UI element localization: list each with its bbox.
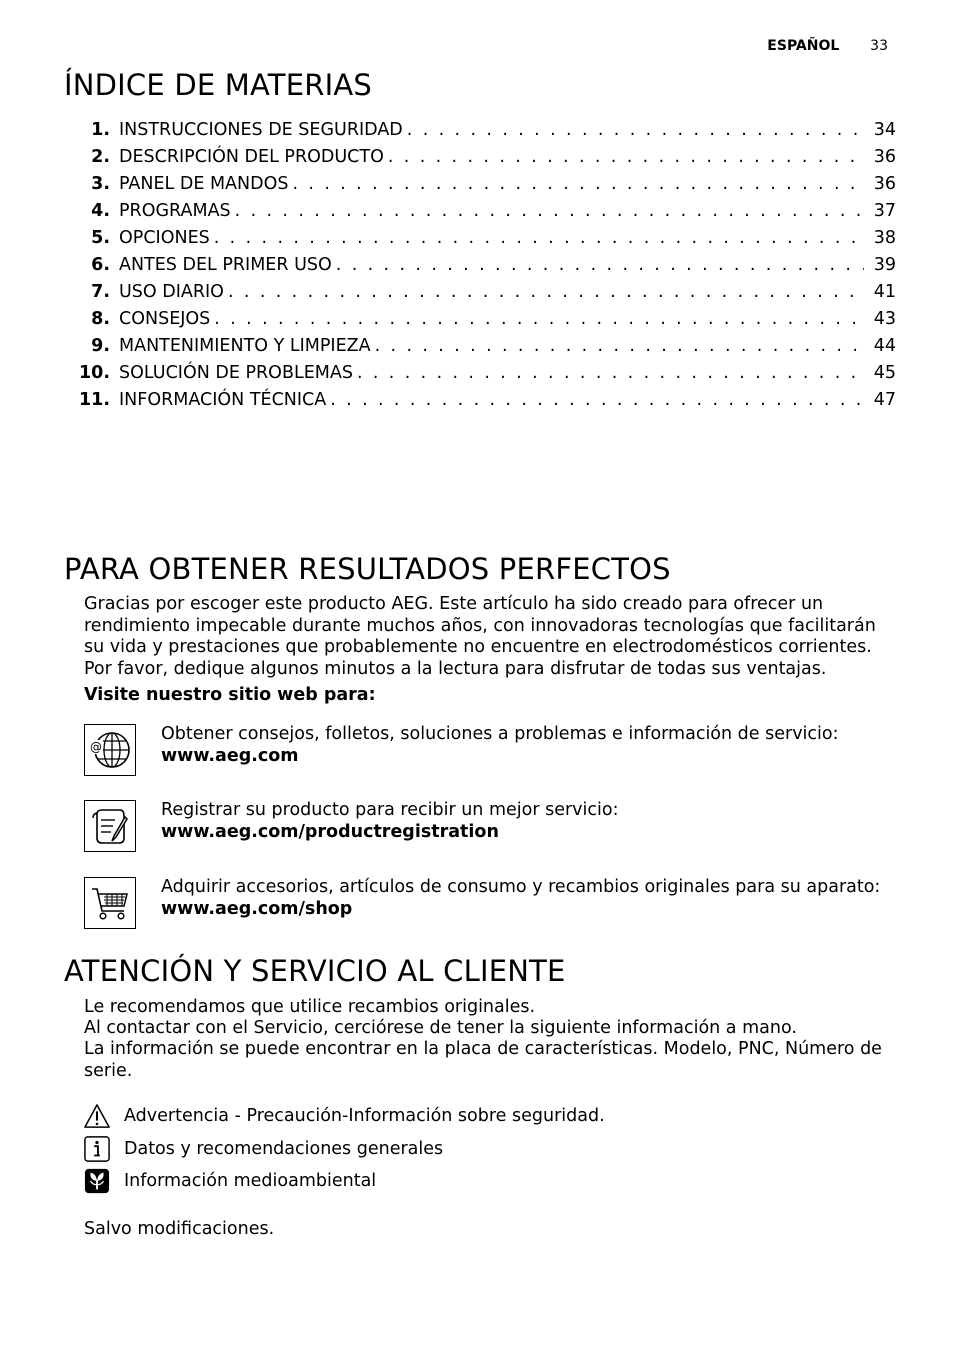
legend-warning-row	[84, 1103, 605, 1129]
toc-item-label: INSTRUCCIONES DE SEGURIDAD	[119, 120, 403, 140]
toc-item-label: OPCIONES	[119, 228, 210, 248]
toc-item-page: 44	[873, 336, 896, 356]
service-line-3: La información se puede encontrar en la placa de características. Modelo, PNC, Número de serie.	[84, 1039, 882, 1081]
service-section-title: ATENCIÓN Y SERVICIO AL CLIENTE	[64, 954, 566, 988]
toc-item[interactable]	[64, 255, 896, 282]
aeg-shop-link[interactable]: www.aeg.com/shop	[161, 898, 353, 919]
shop-link-text	[161, 877, 880, 929]
toc-leader-dots	[403, 120, 864, 140]
toc-leader-dots	[288, 174, 864, 194]
toc-leader-dots	[210, 309, 864, 329]
toc-item-page: 36	[873, 174, 896, 194]
toc-item[interactable]	[64, 336, 896, 363]
toc-leader-dots	[384, 147, 864, 167]
toc-item-label: PROGRAMAS	[119, 201, 231, 221]
toc-item-label: CONSEJOS	[119, 309, 211, 329]
table-of-contents	[64, 120, 896, 417]
toc-item-page: 41	[873, 282, 896, 302]
toc-leader-dots	[371, 336, 864, 356]
product-registration-link[interactable]: www.aeg.com/productregistration	[161, 821, 499, 842]
results-intro: Gracias por escoger este producto AEG. Este artículo ha sido creado para ofrecer un rendimiento impecable durante muchos años, con innovadoras tecnologías que facilitarán su vida y prestaciones que probablemente no encuentre en electrodomésticos corrientes. Por favor, dedique algunos minutos a la lectura para disfrutar de todas sus ventajas.	[84, 594, 876, 679]
toc-item-label: MANTENIMIENTO Y LIMPIEZA	[119, 336, 371, 356]
environment-icon	[84, 1168, 110, 1194]
service-line-2: Al contactar con el Servicio, cerciórese de tener la siguiente información a mano.	[84, 1018, 797, 1038]
shop-link-row	[84, 877, 894, 929]
toc-item-page: 38	[873, 228, 896, 248]
toc-item-label: SOLUCIÓN DE PROBLEMAS	[119, 363, 353, 383]
toc-item-label: INFORMACIÓN TÉCNICA	[119, 390, 327, 410]
toc-item-label: DESCRIPCIÓN DEL PRODUCTO	[119, 147, 384, 167]
legend-warning-label: Advertencia - Precaución-Información sobre seguridad.	[124, 1106, 605, 1126]
header-language: ESPAÑOL	[767, 38, 840, 54]
toc-item-label: USO DIARIO	[119, 282, 224, 302]
globe-at-icon	[84, 724, 136, 776]
visit-website-label: Visite nuestro sitio web para:	[84, 685, 376, 705]
toc-leader-dots	[231, 201, 864, 221]
toc-leader-dots	[353, 363, 864, 383]
toc-item-page: 39	[873, 255, 896, 275]
legend-info-row	[84, 1136, 443, 1162]
website-link-row	[84, 724, 894, 776]
info-icon	[84, 1136, 110, 1162]
register-document-icon	[84, 800, 136, 852]
results-section-title: PARA OBTENER RESULTADOS PERFECTOS	[64, 552, 671, 586]
toc-item-page: 45	[873, 363, 896, 383]
toc-item[interactable]	[64, 174, 896, 201]
toc-item[interactable]	[64, 120, 896, 147]
header-page-number: 33	[870, 38, 888, 54]
toc-item[interactable]	[64, 147, 896, 174]
registration-link-text	[161, 800, 619, 852]
toc-item-number: 1.	[91, 120, 110, 140]
toc-item-number: 9.	[91, 336, 110, 356]
toc-item-page: 36	[873, 147, 896, 167]
toc-item-label: ANTES DEL PRIMER USO	[119, 255, 332, 275]
toc-item-number: 5.	[91, 228, 110, 248]
toc-item-number: 8.	[91, 309, 110, 329]
registration-link-row	[84, 800, 894, 852]
toc-item-page: 47	[873, 390, 896, 410]
toc-item[interactable]	[64, 309, 896, 336]
toc-item-page: 34	[873, 120, 896, 140]
toc-leader-dots	[210, 228, 864, 248]
footer-note: Salvo modificaciones.	[84, 1219, 275, 1239]
legend-info-label: Datos y recomendaciones generales	[124, 1139, 444, 1159]
toc-item[interactable]	[64, 201, 896, 228]
toc-leader-dots	[326, 390, 864, 410]
toc-item[interactable]	[64, 282, 896, 309]
website-link-text	[161, 724, 839, 776]
shopping-cart-icon	[84, 877, 136, 929]
toc-leader-dots	[224, 282, 864, 302]
service-line-1: Le recomendamos que utilice recambios originales.	[84, 997, 536, 1017]
toc-leader-dots	[332, 255, 864, 275]
website-link-description: Obtener consejos, folletos, soluciones a problemas e información de servicio:	[161, 724, 839, 744]
svg-text:@: @	[90, 740, 102, 754]
legend-environment-row	[84, 1168, 376, 1194]
warning-icon	[84, 1103, 110, 1129]
toc-item-number: 3.	[91, 174, 110, 194]
toc-item-number: 7.	[91, 282, 110, 302]
page-header	[767, 38, 888, 54]
registration-link-description: Registrar su producto para recibir un mejor servicio:	[161, 800, 619, 820]
toc-item-number: 11.	[78, 390, 110, 410]
toc-item-page: 37	[873, 201, 896, 221]
shop-link-description: Adquirir accesorios, artículos de consumo y recambios originales para su aparato:	[161, 877, 881, 897]
toc-item-number: 6.	[91, 255, 110, 275]
legend-environment-label: Información medioambiental	[124, 1171, 377, 1191]
toc-item[interactable]	[64, 228, 896, 255]
aeg-website-link[interactable]: www.aeg.com	[161, 745, 299, 766]
toc-item[interactable]	[64, 390, 896, 417]
toc-item-number: 2.	[91, 147, 110, 167]
toc-item-number: 4.	[91, 201, 110, 221]
toc-item[interactable]	[64, 363, 896, 390]
toc-title: ÍNDICE DE MATERIAS	[64, 68, 372, 102]
toc-item-page: 43	[873, 309, 896, 329]
toc-item-label: PANEL DE MANDOS	[119, 174, 289, 194]
toc-item-number: 10.	[78, 363, 110, 383]
